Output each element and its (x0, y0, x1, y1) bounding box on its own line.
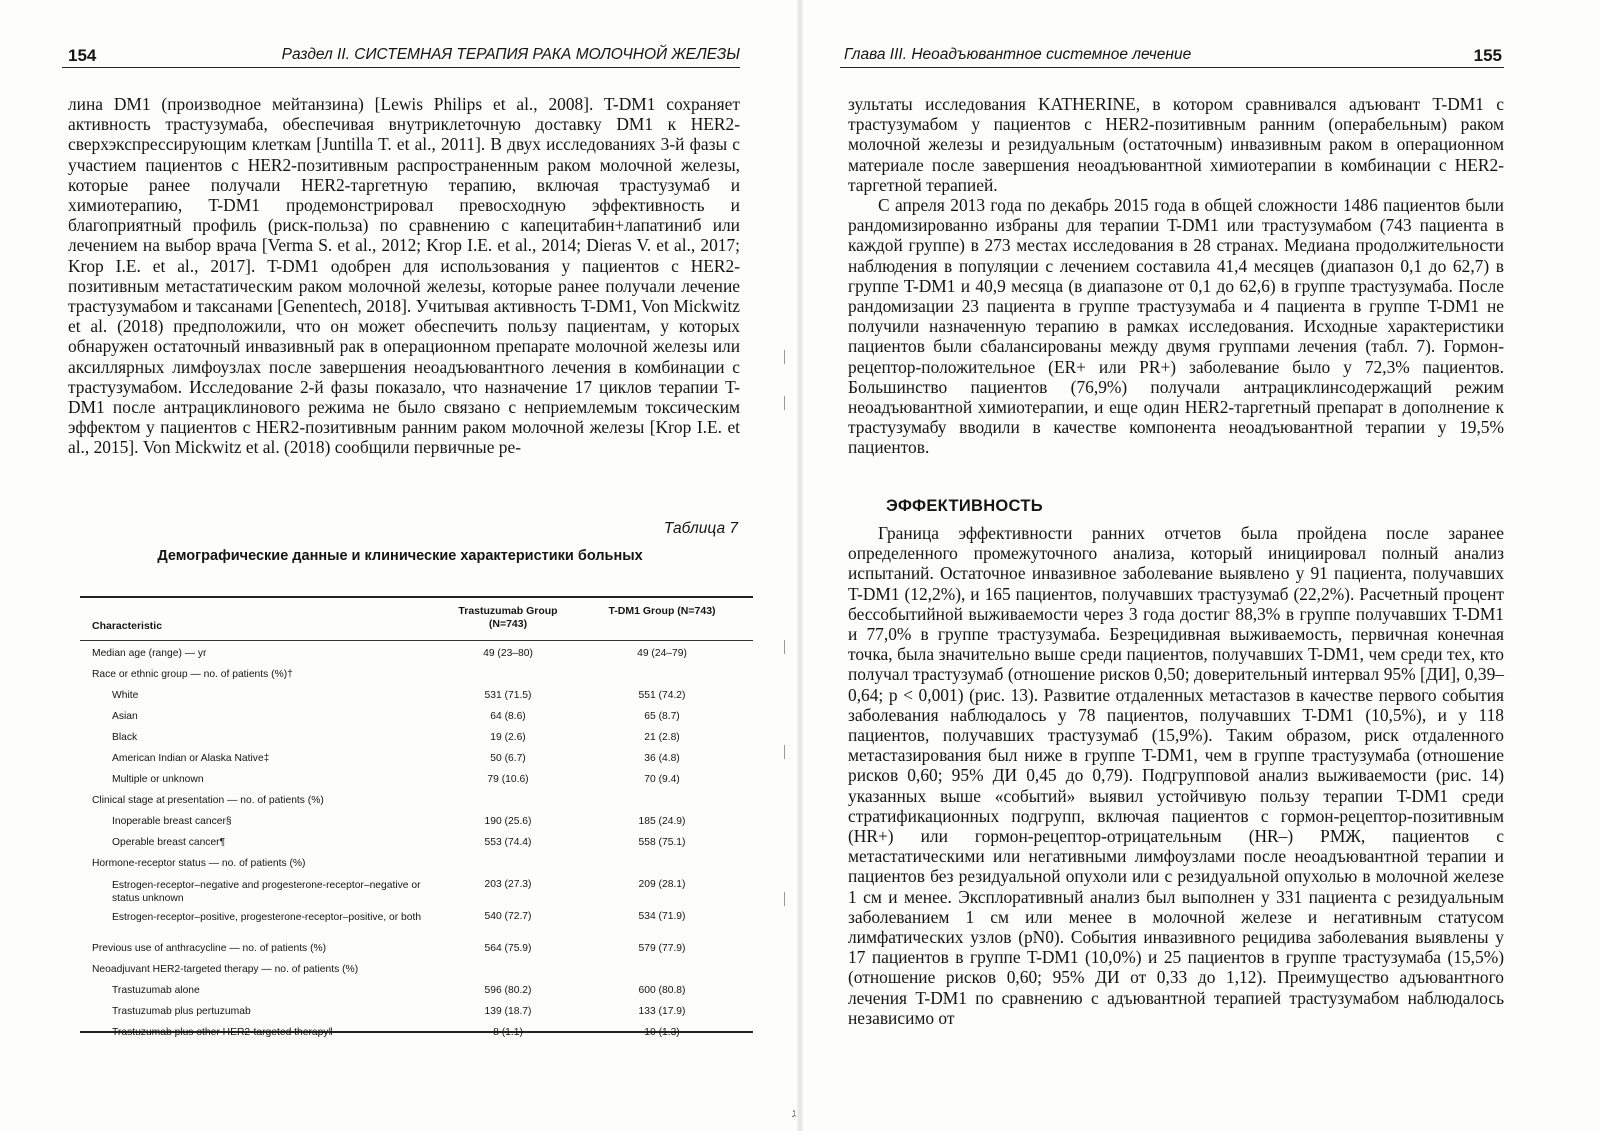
right-paragraph-1: зультаты исследования KATHERINE, в котором сравнивался адъювант T-DM1 с трастузумабом у пациентов с HER2-позитивным ранним (операбельным) раком молочной железы и резидуальным (остаточным) инвазивным раком в операционном материале после завершения неоадъювантной химиотерапии в комбинации с HER2-таргетной терапией. (848, 94, 1504, 195)
table-title: Демографические данные и клинические характеристики больных (157, 548, 643, 564)
cell-characteristic: Estrogen-receptor–positive, progesterone-receptor–positive, or both (112, 912, 422, 923)
header-tdm1-group: T-DM1 Group (N=743) (608, 605, 716, 617)
cell-tdm1: 70 (9.4) (644, 774, 680, 785)
margin-mark (784, 396, 785, 410)
margin-mark (784, 892, 785, 906)
section-heading-efficacy: ЭФФЕКТИВНОСТЬ (886, 497, 1043, 515)
left-running-head: Раздел II. СИСТЕМНАЯ ТЕРАПИЯ РАКА МОЛОЧНОЙ ЖЕЛЕЗЫ (281, 46, 740, 63)
left-header-rule (62, 67, 740, 68)
cell-characteristic: Median age (range) — yr (92, 648, 207, 659)
left-page-number: 154 (68, 46, 97, 65)
bottom-center-mark: ג (792, 1106, 796, 1120)
cell-trastuzumab: 531 (71.5) (484, 690, 532, 701)
cell-tdm1: 185 (24.9) (638, 816, 686, 827)
cell-trastuzumab: 8 (1.1) (493, 1027, 523, 1038)
margin-mark (784, 745, 785, 759)
cell-trastuzumab: 64 (8.6) (490, 711, 526, 722)
demographics-table (80, 596, 753, 1038)
margin-mark (784, 640, 785, 654)
cell-characteristic: Trastuzumab alone (112, 985, 200, 996)
cell-characteristic: Trastuzumab plus other HER2-targeted therapy‖ (112, 1027, 333, 1038)
cell-characteristic: Black (112, 732, 138, 743)
cell-tdm1: 10 (1.3) (644, 1027, 680, 1038)
cell-trastuzumab: 190 (25.6) (484, 816, 532, 827)
cell-tdm1: 558 (75.1) (638, 837, 686, 848)
margin-mark (784, 350, 785, 364)
cell-tdm1: 49 (24–79) (637, 648, 687, 659)
left-body (68, 94, 740, 458)
cell-characteristic: Inoperable breast cancer§ (112, 816, 232, 827)
cell-characteristic: Neoadjuvant HER2-targeted therapy — no. of patients (%) (92, 964, 359, 975)
right-paragraph-3: Граница эффективности ранних отчетов была пройдена после заранее определенного промежуточного анализа, который инициировал полный анализ испытаний. Остаточное инвазивное заболевание выявлено у 91 пациента, получавших T-DM1 (12,2%), и 165 пациентов, получавших трастузумаб (22,2%). Расчетный процент бессобытийной выживаемости через 3 года достиг 88,3% в группе получавших T-DM1 и 77,0% в группе трастузумаба. Безрецидивная выживаемость, первичная конечная точка, была значительно выше среди пациентов, получавших T-DM1, чем среди тех, кто получал трастузумаб (отношение рисков 0,50; доверительный интервал 95% [ДИ], 0,39–0,64; p < 0,001) (рис. 13). Развитие отдаленных метастазов в качестве первого события заболевания наблюдалось у 78 пациентов, получавших T-DM1 (10,5%), и у 118 пациентов, получавших трастузумаб (15,9%). Таким образом, риск отдаленного метастазирования был ниже в группе T-DM1, чем в группе трастузумаба (отношение рисков 0,60; 95% ДИ 0,45 до 0,79). Подгрупповой анализ выживаемости (рис. 14) указанных выше «событий» выявил устойчивую пользу терапии T-DM1 среди стратификационных подгрупп, включая пациентов с гормон-рецептор-позитивным (HR+) или гормон-рецептор-отрицательным (HR–) РМЖ, пациентов с метастатическими или негативными лимфоузлами после неоадъювантной терапии и пациентов без резидуальной опухоли или с резидуальной опухолью в молочной железе 1 см и менее. Эксплоративный анализ был выполнен у 331 пациента с резидуальным заболеванием 1 см или менее в молочной железе и негативным статусом лимфатических узлов (pN0). События инвазивного рецидива заболевания выявлены у 17 пациентов в группе T-DM1 (10,0%) и 25 пациентов в группе трастузумаба (15,5%) (отношение рисков 0,60; 95% ДИ от 0,33 до 1,12). Преимущество адъювантного лечения T-DM1 по сравнению с адъювантной терапией трастузумабом наблюдалось независимо от (848, 523, 1504, 1028)
cell-characteristic: Estrogen-receptor–negative and progesterone-receptor–negative or status unknown (112, 880, 421, 904)
cell-characteristic: White (112, 690, 139, 701)
cell-trastuzumab: 49 (23–80) (483, 648, 533, 659)
cell-tdm1: 133 (17.9) (638, 1006, 686, 1017)
right-page-number: 155 (1473, 46, 1502, 65)
cell-trastuzumab: 203 (27.3) (484, 879, 532, 890)
right-body-bottom (848, 523, 1504, 1028)
cell-characteristic: Race or ethnic group — no. of patients (%)† (92, 669, 293, 680)
cell-trastuzumab: 596 (80.2) (484, 985, 532, 996)
header-trastuzumab-group: Trastuzumab Group (N=743) (458, 605, 558, 630)
header-characteristic: Characteristic (92, 620, 163, 632)
cell-tdm1: 534 (71.9) (638, 911, 686, 922)
table-header-row (80, 598, 753, 641)
cell-tdm1: 209 (28.1) (638, 879, 686, 890)
cell-trastuzumab: 553 (74.4) (484, 837, 532, 848)
cell-trastuzumab: 79 (10.6) (487, 774, 529, 785)
cell-tdm1: 579 (77.9) (638, 943, 686, 954)
cell-trastuzumab: 540 (72.7) (484, 911, 532, 922)
cell-characteristic: Previous use of anthracycline — no. of patients (%) (92, 943, 327, 954)
cell-trastuzumab: 564 (75.9) (484, 943, 532, 954)
right-header-rule (840, 67, 1504, 68)
cell-characteristic: Clinical stage at presentation — no. of patients (%) (92, 795, 324, 806)
left-paragraph: лина DM1 (производное мейтанзина) [Lewis Philips et al., 2008]. T-DM1 сохраняет активность трастузумаба, обеспечивая внутриклеточную доставку DM1 к HER2-сверхэкспрессирующим клеткам [Juntilla T. et al., 2011]. В двух исследованиях 3-й фазы с участием пациентов с HER2-позитивным распространенным раком молочной железы, которые ранее получали HER2-таргетную терапию, включая трастузумаб и химиотерапию, T-DM1 продемонстрировал превосходную эффективность и благоприятный профиль (риск-польза) по сравнению с капецитабин+лапатиниб или лечением на выбор врача [Verma S. et al., 2012; Krop I.E. et al., 2014; Dieras V. et al., 2017; Krop I.E. et al., 2017]. T-DM1 одобрен для использования у пациентов с HER2-позитивным метастатическим раком молочной железы, которые ранее получали лечение трастузумабом и таксанами [Genentech, 2018]. Учитывая активность T-DM1, Von Mickwitz et al. (2018) предположили, что он может обеспечить пользу пациентам, у которых обнаружен остаточный инвазивный рак в операционном препарате молочной железы или аксиллярных лимфоузлах после завершения неоадъювантного лечения в комбинации с трастузумабом. Исследование 2-й фазы показало, что назначение 17 циклов терапии T-DM1 после антрациклинового режима не было связано с неприемлемым токсическим эффектом у пациентов с HER2-позитивным ранним раком молочной железы [Krop I.E. et al., 2015]. Von Mickwitz et al. (2018) сообщили первичные ре- (68, 94, 740, 458)
cell-tdm1: 21 (2.8) (644, 732, 680, 743)
cell-tdm1: 36 (4.8) (644, 753, 680, 764)
cell-tdm1: 600 (80.8) (638, 985, 686, 996)
cell-trastuzumab: 139 (18.7) (484, 1006, 532, 1017)
cell-trastuzumab: 50 (6.7) (490, 753, 526, 764)
cell-tdm1: 65 (8.7) (644, 711, 680, 722)
table-caption: Таблица 7 (663, 520, 738, 537)
cell-trastuzumab: 19 (2.6) (490, 732, 526, 743)
cell-characteristic: Asian (112, 711, 138, 722)
cell-tdm1: 551 (74.2) (638, 690, 686, 701)
cell-characteristic: Hormone-receptor status — no. of patients (%) (92, 858, 306, 869)
cell-characteristic: Operable breast cancer¶ (112, 837, 226, 848)
right-paragraph-2: С апреля 2013 года по декабрь 2015 года в общей сложности 1486 пациентов были рандомизированно избраны для терапии T-DM1 или трастузумабом (743 пациента в каждой группе) в 273 местах исследования в 28 странах. Медиана продолжительности наблюдения в популяции с лечением составила 41,4 месяцев (диапазон 0,1 до 62,7) в группе T-DM1 и 40,9 месяца (в диапазоне от 0,1 до 62,6) в группе трастузумаба. После рандомизации 23 пациента в группе трастузумаба и 4 пациента в группе T-DM1 не получили назначенную терапию в рамках исследования. Исходные характеристики пациентов были сбалансированы между двумя группами лечения (табл. 7). Гормон-рецептор-положительное (ER+ или PR+) заболевание было у 72,3% пациентов. Большинство пациентов (76,9%) получали антрациклинсодержащий режим неоадъювантной химиотерапии, и еще один HER2-таргетный препарат в дополнение к трастузумабу вводили в качестве компонента неоадъювантной терапии у 19,5% пациентов. (848, 195, 1504, 458)
right-body-top (848, 94, 1504, 458)
cell-characteristic: American Indian or Alaska Native‡ (112, 753, 270, 764)
cell-characteristic: Trastuzumab plus pertuzumab (112, 1006, 251, 1017)
right-running-head: Глава III. Неоадъювантное системное лечение (844, 46, 1192, 63)
cell-characteristic: Multiple or unknown (112, 774, 204, 785)
